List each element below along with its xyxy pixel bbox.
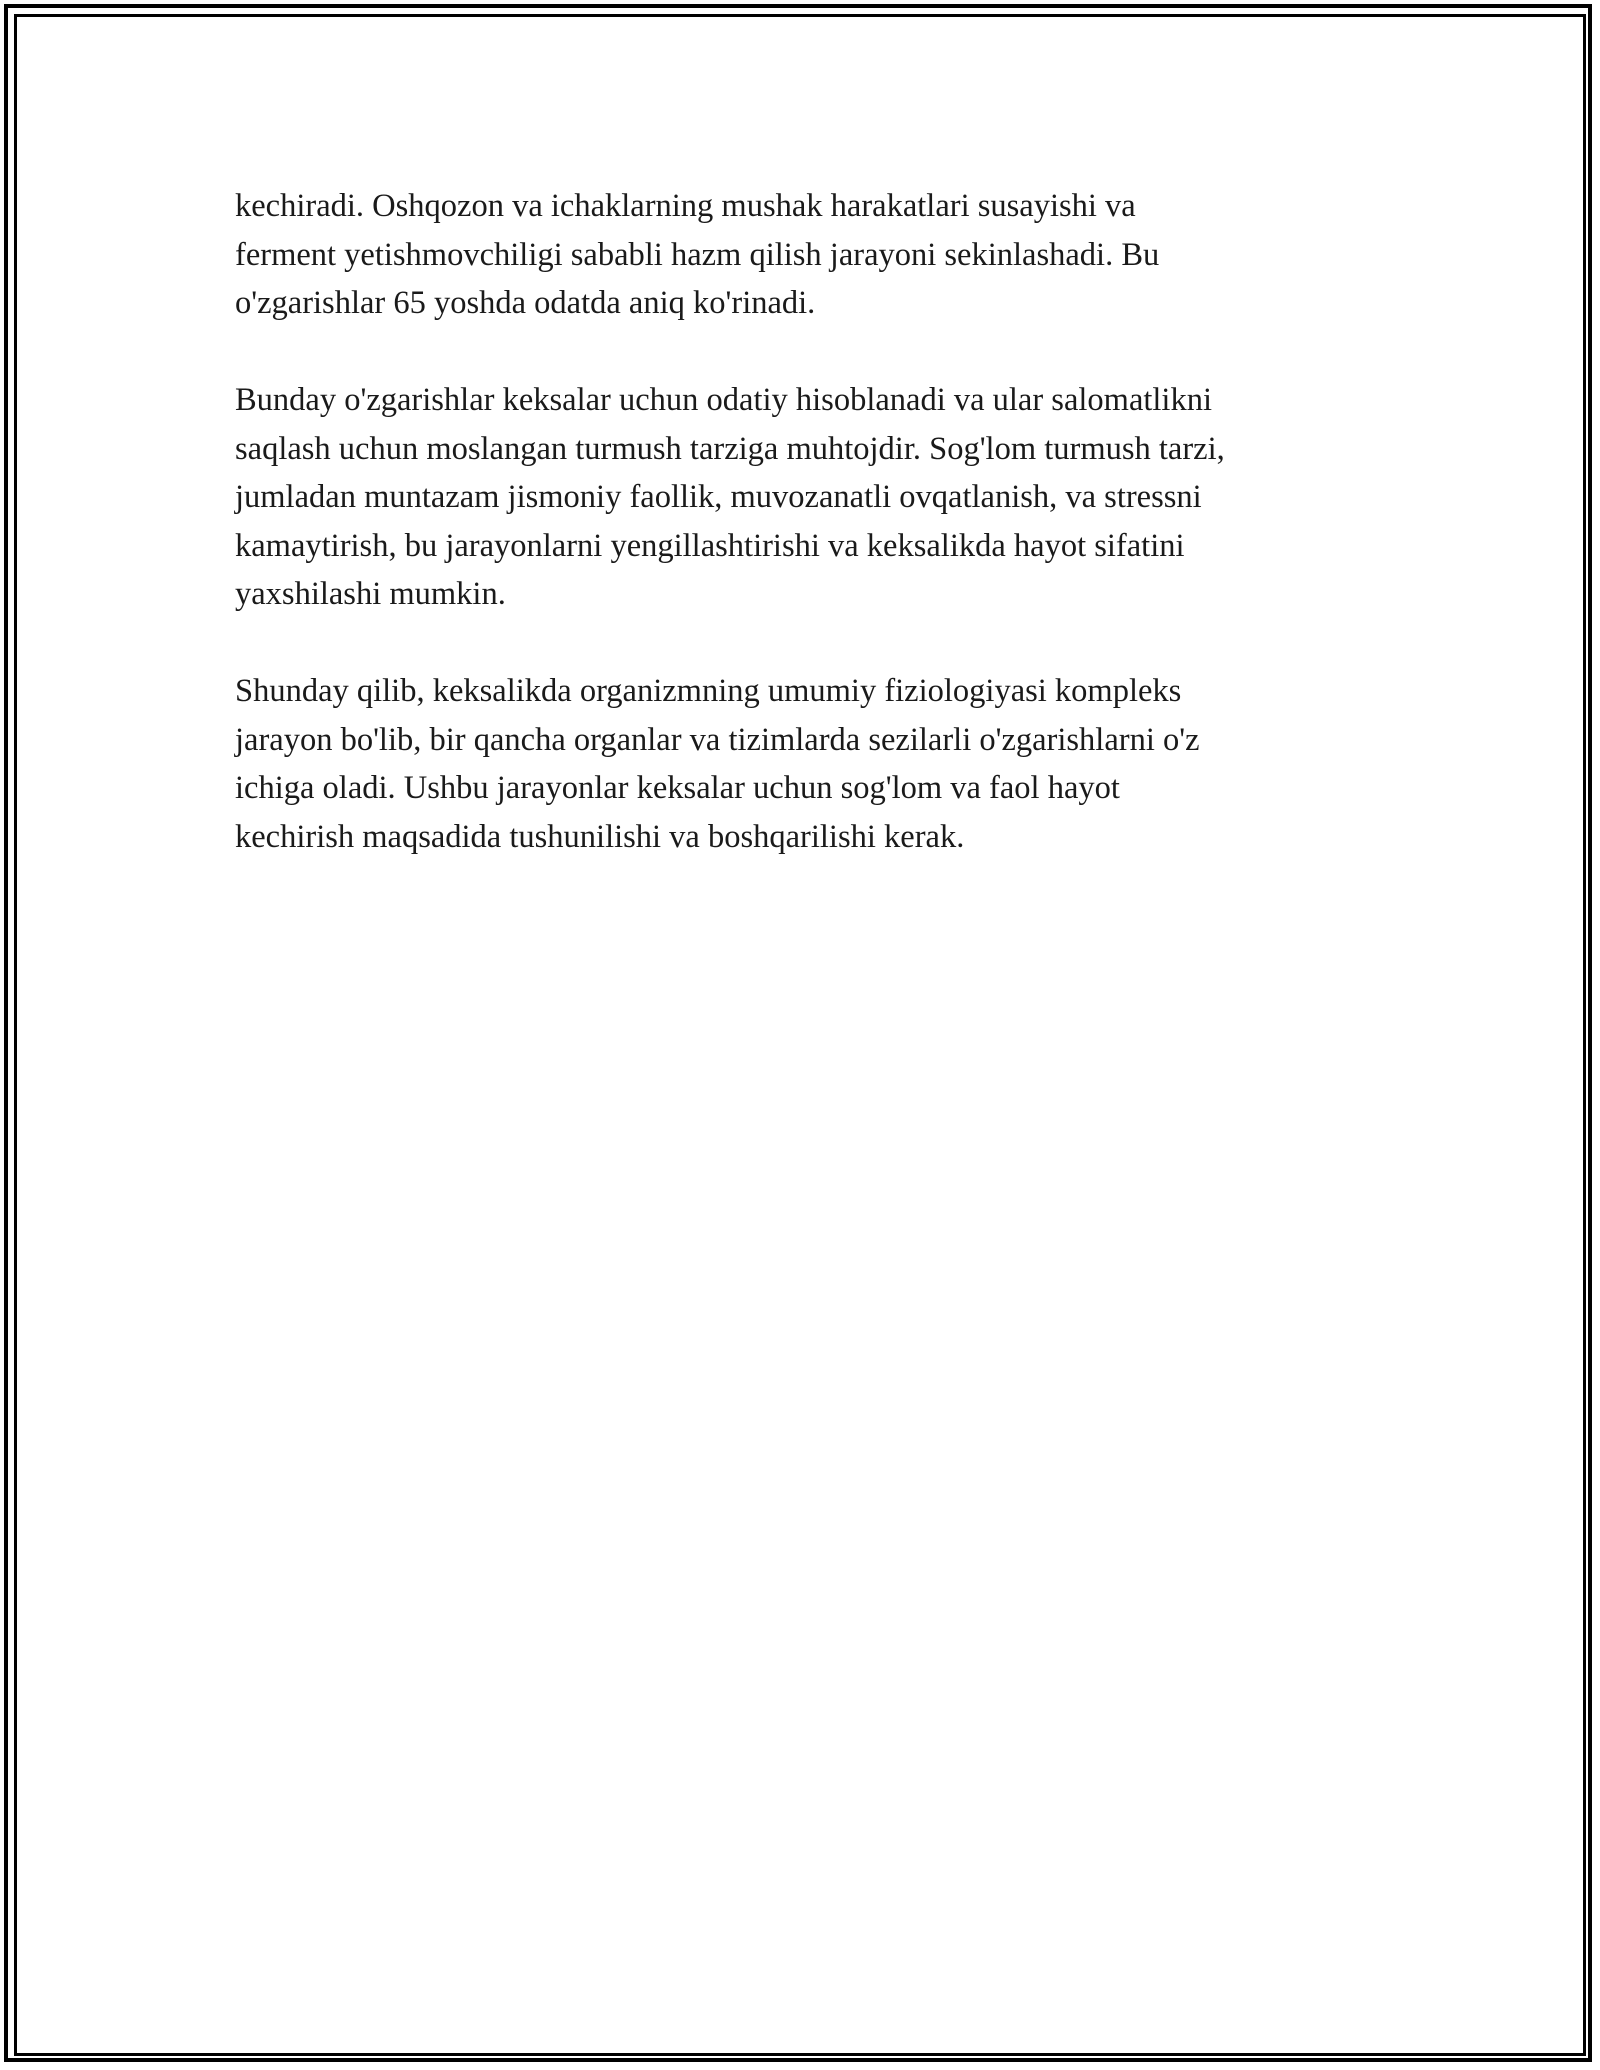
paragraph-line: ichiga oladi. Ushbu jarayonlar keksalar uchun sog'lom va faol hayot bbox=[235, 770, 1120, 806]
paragraph-line: Shunday qilib, keksalikda organizmning umumiy fiziologiyasi kompleks bbox=[235, 673, 1182, 709]
paragraph-line: saqlash uchun moslangan turmush tarziga muhtojdir. Sog'lom turmush tarzi, bbox=[235, 430, 1225, 467]
paragraph-line: kechirish maqsadida tushunilishi va boshqarilishi kerak. bbox=[235, 818, 965, 855]
paragraph-line: yaxshilashi mumkin. bbox=[235, 576, 506, 612]
paragraph-line: kechiradi. Oshqozon va ichaklarning mushak harakatlari susayishi va bbox=[235, 188, 1136, 224]
paragraph-line: o'zgarishlar 65 yoshda odatda aniq ko'rinadi. bbox=[235, 285, 816, 321]
paragraph-3 bbox=[235, 667, 1405, 861]
paragraph-line: jumladan muntazam jismoniy faollik, muvozanatli ovqatlanish, va stressni bbox=[235, 479, 1202, 515]
paragraph-line: jarayon bo'lib, bir qancha organlar va tizimlarda sezilarli o'zgarishlarni o'z bbox=[235, 721, 1200, 758]
paragraph-line: ferment yetishmovchiligi sababli hazm qilish jarayoni sekinlashadi. Bu bbox=[235, 236, 1160, 273]
document-body bbox=[235, 182, 1405, 910]
paragraph-1 bbox=[235, 182, 1405, 328]
paragraph-2 bbox=[235, 376, 1405, 619]
paragraph-line: Bunday o'zgarishlar keksalar uchun odatiy hisoblanadi va ular salomatlikni bbox=[235, 382, 1212, 418]
paragraph-line: kamaytirish, bu jarayonlarni yengillashtirishi va keksalikda hayot sifatini bbox=[235, 527, 1185, 564]
